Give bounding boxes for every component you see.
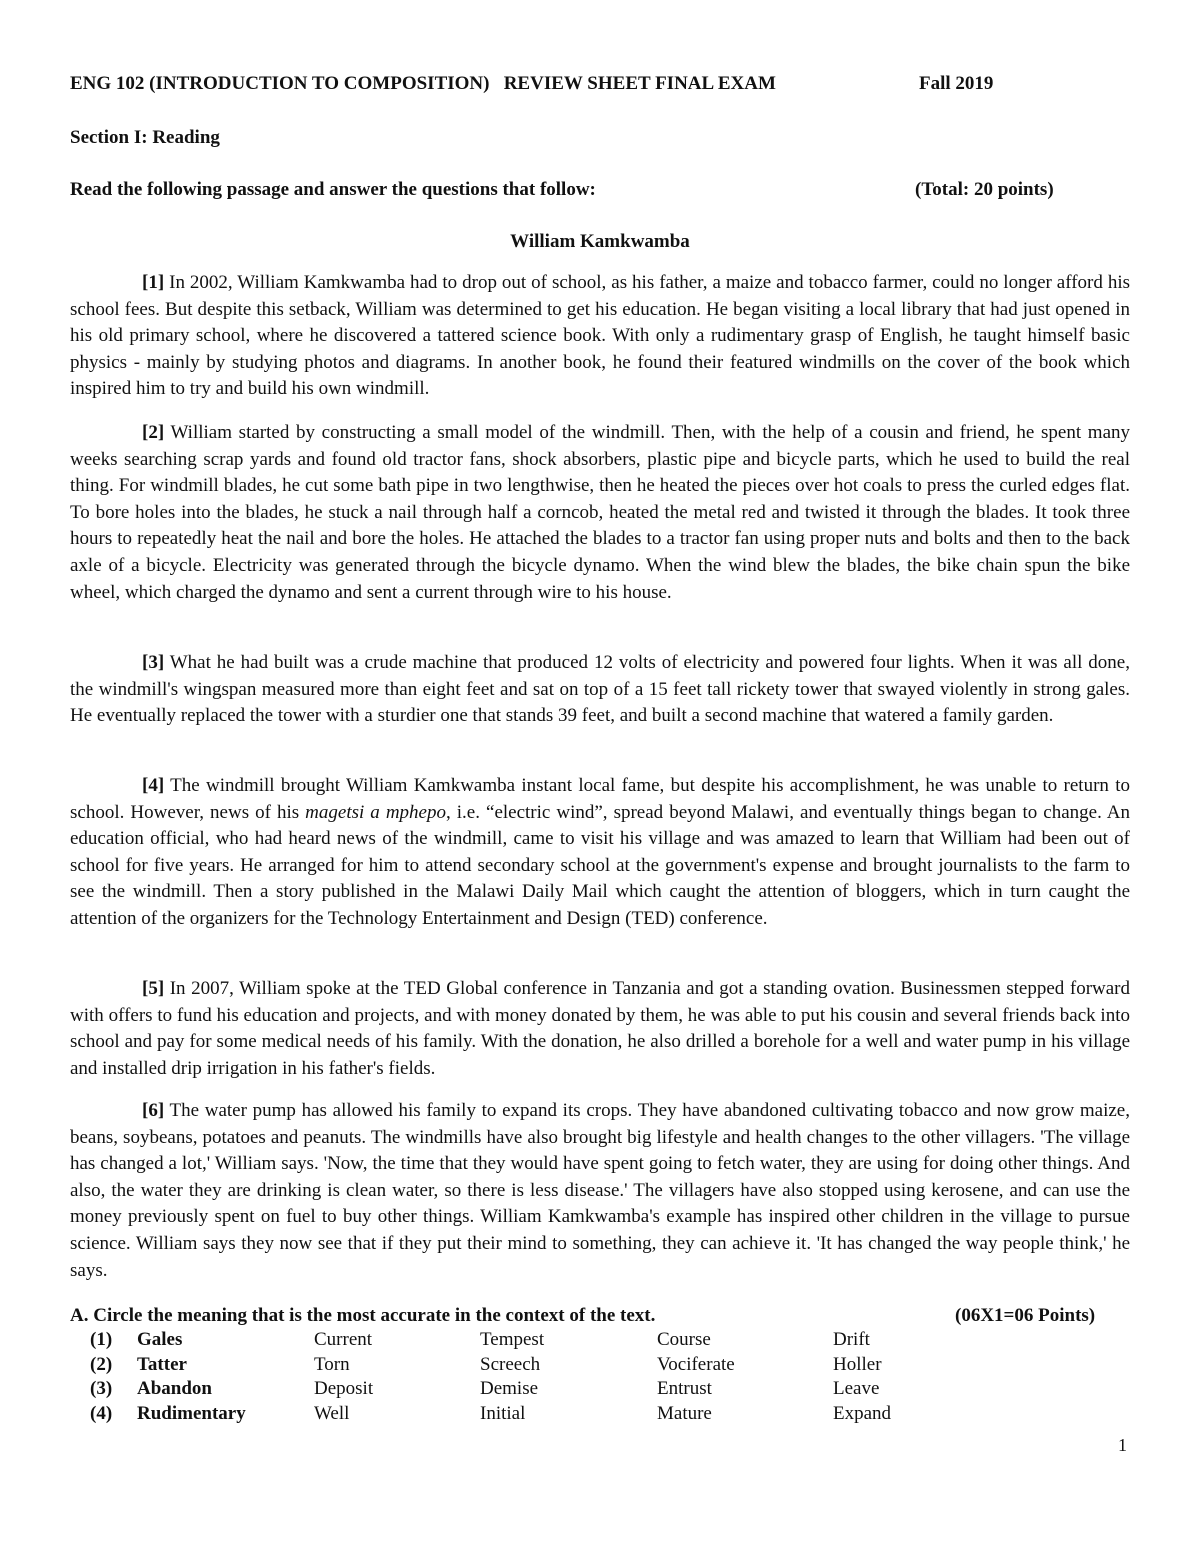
paragraph-text-continued: , i.e. “electric wind”, spread beyond Malawi, and eventually things began to change. An education official, who had heard news of the windmill, came to visit his village and was amazed to learn that William had been out of school for five years. He arranged for him to attend secondary school at the government's expense and brought journalists to the farm to see the windmill. Then a story published in the Malawi Daily Mail which caught the attention of bloggers, which in turn caught the attention of the organizers for the Technology Entertainment and Design (TED) conference. xyxy=(70,801,1131,929)
paragraph-text: William started by constructing a small model of the windmill. Then, with the help of a cousin and friend, he spent many weeks searching scrap yards and found old tractor fans, shock absorbers, plastic pipe and bicycle parts, which he used to build the real thing. For windmill blades, he cut some bath pipe in two lengthwise, then he heated the pieces over hot coals to press the curled edges flat. To bore holes into the blades, he stuck a nail through half a corncob, heated the metal red and twisted it through the blades. It took three hours to repeatedly heat the nail and bore the holes. He attached the blades to a tractor fan using proper nuts and bolts and then to the back axle of a bicycle. Electricity was generated through the bicycle dynamo. When the wind blew the blades, the bike chain spun the bike wheel, which charged the dynamo and sent a current through wire to his house. xyxy=(70,422,1130,603)
passage-title: William Kamkwamba xyxy=(510,231,690,252)
option-2[interactable]: Screech xyxy=(480,1353,541,1375)
vocab-row xyxy=(70,1402,1130,1427)
vocab-row xyxy=(70,1353,1130,1378)
vocab-word: Rudimentary xyxy=(137,1403,246,1425)
option-3[interactable]: Entrust xyxy=(657,1378,712,1400)
option-4[interactable]: Drift xyxy=(833,1329,870,1350)
option-1[interactable]: Torn xyxy=(314,1353,350,1375)
vocabulary-table xyxy=(70,1328,1130,1427)
option-3[interactable]: Vociferate xyxy=(657,1353,735,1375)
option-1[interactable]: Well xyxy=(314,1403,350,1425)
paragraph-number: [2] xyxy=(142,422,165,443)
passage-paragraph-1 xyxy=(70,270,1130,403)
item-number: (3) xyxy=(90,1378,113,1400)
item-number: (1) xyxy=(90,1329,113,1350)
total-points: (Total: 20 points) xyxy=(915,179,1054,200)
option-4[interactable]: Expand xyxy=(833,1403,892,1425)
paragraph-text: What he had built was a crude machine that produced 12 volts of electricity and powered four lights. When it was all done, the windmill's wingspan measured more than eight feet and sat on top of a 15 feet tall rickety tower that swayed violently in strong gales. He eventually replaced the tower with a sturdier one that stands 39 feet, and built a second machine that watered a family garden. xyxy=(70,652,1130,727)
passage-paragraph-2 xyxy=(70,420,1130,606)
question-a-heading xyxy=(70,1303,1130,1329)
italic-phrase: magetsi a mphepo xyxy=(305,801,446,823)
passage-paragraph-5 xyxy=(70,976,1130,1082)
vocab-word: Abandon xyxy=(137,1378,212,1400)
paragraph-number: [3] xyxy=(142,652,165,673)
paragraph-text: In 2002, William Kamkwamba had to drop out of school, as his father, a maize and tobacco farmer, could no longer afford his school fees. But despite this setback, William was determined to get his education. He began visiting a local library that had just opened in his old primary school, where he discovered a tattered science book. With only a rudimentary grasp of English, he taught himself basic physics - mainly by studying photos and diagrams. In another book, he found their featured windmills on the cover of the book which inspired him to try and build his own windmill. xyxy=(70,272,1131,400)
option-4[interactable]: Leave xyxy=(833,1378,880,1400)
item-number: (2) xyxy=(90,1353,113,1375)
option-1[interactable]: Current xyxy=(314,1329,373,1350)
option-3[interactable]: Mature xyxy=(657,1403,712,1425)
paragraph-number: [6] xyxy=(142,1100,165,1121)
instruction-text: Read the following passage and answer the questions that follow: xyxy=(70,179,596,200)
passage-paragraph-4 xyxy=(70,773,1130,933)
question-a-text: A. Circle the meaning that is the most accurate in the context of the text. xyxy=(70,1305,656,1326)
reading-instruction xyxy=(70,177,1130,203)
item-number: (4) xyxy=(90,1403,113,1425)
option-4[interactable]: Holler xyxy=(833,1353,882,1375)
passage-paragraph-3 xyxy=(70,650,1130,730)
paragraph-number: [5] xyxy=(142,978,165,999)
page-number: 1 xyxy=(1118,1435,1127,1455)
term-label: Fall 2019 xyxy=(919,73,994,94)
section-title: Section I: Reading xyxy=(70,127,220,148)
passage-paragraph-6 xyxy=(70,1098,1130,1284)
vocab-word: Gales xyxy=(137,1329,183,1350)
option-2[interactable]: Tempest xyxy=(480,1329,545,1350)
option-3[interactable]: Course xyxy=(657,1329,711,1350)
course-title: ENG 102 (INTRODUCTION TO COMPOSITION) REVIEW SHEET FINAL EXAM xyxy=(70,73,776,94)
question-a-points: (06X1=06 Points) xyxy=(955,1305,1096,1326)
paragraph-text: The water pump has allowed his family to expand its crops. They have abandoned cultivating tobacco and now grow maize, beans, soybeans, potatoes and peanuts. The windmills have also brought big lifestyle and health changes to the other villagers. 'The village has changed a lot,' William says. 'Now, the time that they would have spent going to fetch water, they are using for doing other things. And also, the water they are drinking is clean water, so there is less disease.' The villagers have also stopped using kerosene, and can use the money previously spent on fuel to buy other things. William Kamkwamba's example has inspired other children in the village to pursue science. William says they now see that if they put their mind to something, they can achieve it. 'It has changed the way people think,' he says. xyxy=(70,1100,1130,1281)
paragraph-text: In 2007, William spoke at the TED Global conference in Tanzania and got a standing ovation. Businessmen stepped forward with offers to fund his education and projects, and with money donated by them, he was able to put his cousin and several friends back into school and pay for some medical needs of his family. With the donation, he also drilled a borehole for a well and water pump in his village and installed drip irrigation in his father's fields. xyxy=(70,978,1131,1079)
paragraph-text: The windmill brought William Kamkwamba instant local fame, but despite his accomplishment, he was unable to return to school. However, news of his xyxy=(70,775,1130,823)
option-1[interactable]: Deposit xyxy=(314,1378,374,1400)
vocab-word: Tatter xyxy=(137,1353,187,1375)
paragraph-number: [1] xyxy=(142,272,165,293)
paragraph-number: [4] xyxy=(142,775,165,796)
option-2[interactable]: Demise xyxy=(480,1378,539,1400)
vocab-row xyxy=(70,1328,1130,1353)
option-2[interactable]: Initial xyxy=(480,1403,526,1425)
vocab-row xyxy=(70,1377,1130,1402)
